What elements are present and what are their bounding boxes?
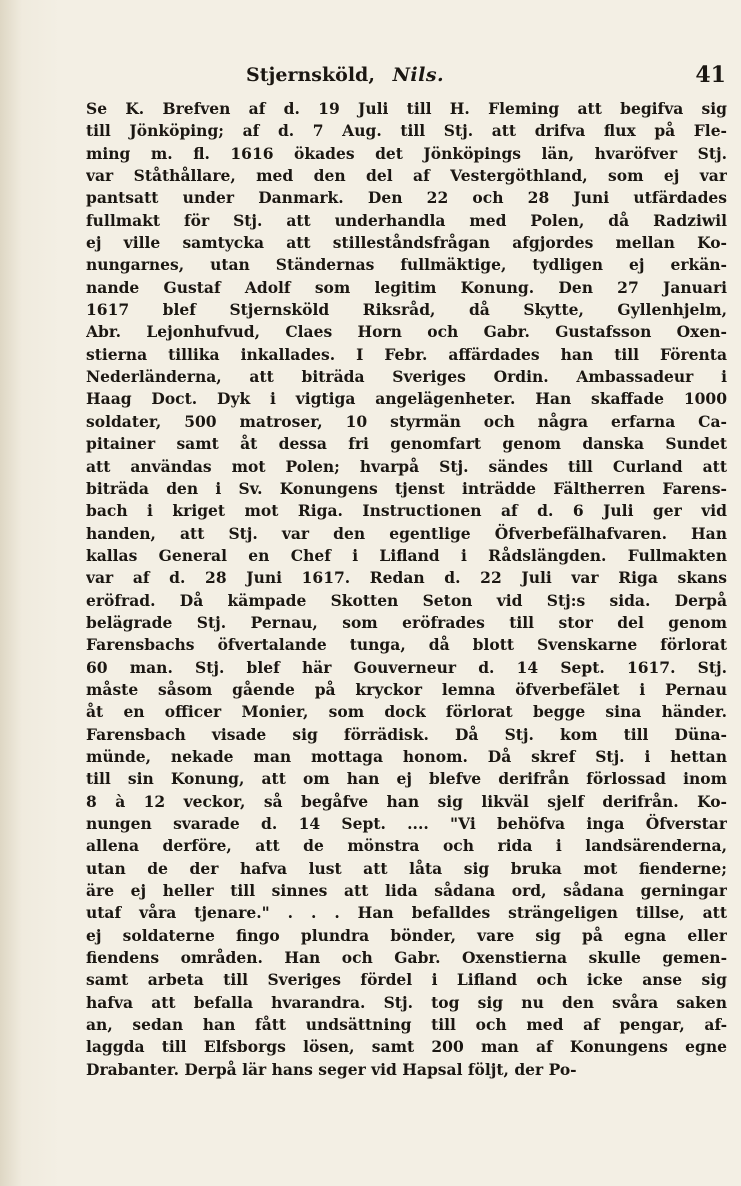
text-line: Haag Doct. Dyk i vigtiga angelägenheter. Han skaffade 1000: [86, 389, 727, 409]
text-line: ej ville samtycka att stilleståndsfrågan afgjordes mellan Ko-: [86, 233, 727, 253]
text-line: nungarnes, utan Ständernas fullmäktige, tydligen ej erkän-: [86, 255, 727, 275]
text-line: måste såsom gående på kryckor lemna öfverbefälet i Pernau: [86, 679, 727, 699]
text-line: kallas General en Chef i Lifland i Rådslängden. Fullmakten: [86, 545, 727, 565]
text-line: nungen svarade d. 14 Sept. .... "Vi behöfva inga Öfverstar: [86, 814, 727, 833]
text-line: var Ståthållare, med den del af Vestergöthland, som ej var: [86, 166, 727, 186]
text-line: 60 man. Stj. blef här Gouverneur d. 14 Sept. 1617. Stj.: [86, 657, 727, 677]
text-line: Farensbachs öfvertalande tunga, då blott Svenskarne förlorat: [86, 635, 727, 655]
text-line: Nederländerna, att biträda Sveriges Ordin. Ambassadeur i: [86, 367, 727, 387]
text-line: äre ej heller till sinnes att lida sådana ord, sådana gerningar: [86, 881, 727, 901]
text-line: pantsatt under Danmark. Den 22 och 28 Juni utfärdades: [86, 188, 727, 208]
text-line: bach i kriget mot Riga. Instructionen af d. 6 Juli ger vid: [86, 501, 727, 521]
text-line: allena derföre, att de mönstra och rida i landsärenderna,: [86, 836, 727, 856]
text-line: till Jönköping; af d. 7 Aug. till Stj. att drifva flux på Fle-: [86, 121, 727, 141]
text-line: nande Gustaf Adolf som legitim Konung. Den 27 Januari: [86, 277, 727, 297]
text-line: utaf våra tjenare." . . . Han befalldes strängeligen tillse, att: [86, 903, 727, 923]
text-line: eröfrad. Då kämpade Skotten Seton vid Stj:s sida. Derpå: [86, 590, 727, 610]
text-line: münde, nekade man mottaga honom. Då skref Stj. i hettan: [86, 746, 727, 766]
text-line: att användas mot Polen; hvarpå Stj. sändes till Curland att: [86, 456, 727, 476]
text-line: soldater, 500 matroser, 10 styrmän och några erfarna Ca-: [86, 411, 727, 431]
text-line: fullmakt för Stj. att underhandla med Polen, då Radziwil: [86, 210, 727, 230]
text-line: biträda den i Sv. Konungens tjenst inträdde Fältherren Farens-: [86, 478, 727, 498]
page-header: [86, 64, 726, 94]
text-line: åt en officer Monier, som dock förlorat begge sina händer.: [86, 702, 727, 722]
text-line: ej soldaterne fingo plundra bönder, vare sig på egna eller: [86, 925, 727, 945]
body-text: [86, 98, 727, 1081]
text-line: Abr. Lejonhufvud, Claes Horn och Gabr. Gustafsson Oxen-: [86, 322, 727, 342]
text-line: Drabanter. Derpå lär hans seger vid Hapsal följt, der Po-: [86, 1059, 577, 1079]
text-line: 1617 blef Stjernsköld Riksråd, då Skytte, Gyllenhjelm,: [86, 300, 727, 320]
text-line: hafva att befalla hvarandra. Stj. tog sig nu den svåra saken: [86, 992, 727, 1012]
text-line: till sin Konung, att om han ej blefve derifrån förlossad inom: [86, 769, 727, 789]
text-line: ming m. fl. 1616 ökades det Jönköpings län, hvaröfver Stj.: [86, 143, 727, 163]
text-line: Farensbach visade sig förrädisk. Då Stj. kom till Düna-: [86, 724, 727, 744]
text-line: pitainer samt åt dessa fri genomfart genom danska Sundet: [86, 434, 727, 454]
text-line: handen, att Stj. var den egentlige Öfverbefälhafvaren. Han: [86, 523, 727, 543]
text-line: fiendens områden. Han och Gabr. Oxenstierna skulle gemen-: [86, 948, 727, 968]
text-line: laggda till Elfsborgs lösen, samt 200 man af Konungens egne: [86, 1037, 727, 1057]
text-line: Se K. Brefven af d. 19 Juli till H. Fleming att begifva sig: [86, 99, 727, 118]
text-line: var af d. 28 Juni 1617. Redan d. 22 Juli var Riga skans: [86, 568, 727, 588]
text-line: utan de der hafva lust att låta sig bruka mot fienderne;: [86, 858, 727, 878]
running-head-surname: Stjernsköld,: [246, 64, 375, 86]
text-line: samt arbeta till Sveriges fördel i Lifland och icke anse sig: [86, 970, 727, 990]
text-line: an, sedan han fått undsättning till och med af pengar, af-: [86, 1015, 727, 1035]
page-number: 41: [695, 62, 726, 88]
running-head-given-name: Nils.: [392, 64, 445, 86]
text-line: belägrade Stj. Pernau, som eröfrades till stor del genom: [86, 612, 727, 632]
text-line: 8 à 12 veckor, så begåfve han sig likväl sjelf derifrån. Ko-: [86, 791, 727, 811]
running-head: [246, 64, 444, 86]
text-line: stierna tillika inkallades. I Febr. affärdades han till Förenta: [86, 344, 727, 364]
